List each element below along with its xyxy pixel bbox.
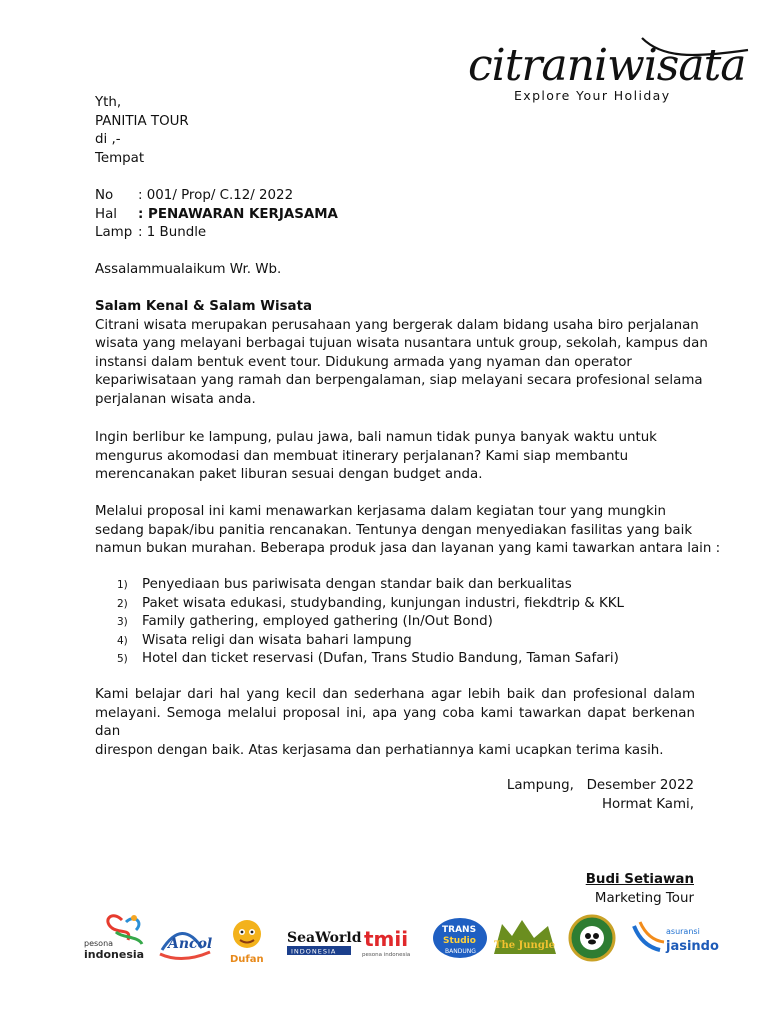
place-date: Lampung, Desember 2022 xyxy=(506,778,694,793)
recipient-line: PANITIA TOUR xyxy=(95,113,189,129)
list-text: Hotel dan ticket reservasi (Dufan, Trans Studio Bandung, Taman Safari) xyxy=(142,651,619,667)
recipient-line: Yth, xyxy=(95,95,122,110)
recipient-line: di ,- xyxy=(95,132,121,148)
svg-text:asuransi: asuransi xyxy=(666,927,700,936)
paragraph-line: instansi dalam bentuk event tour. Didukung armada yang nyaman dan operator xyxy=(95,354,632,370)
recipient-line: Tempat xyxy=(95,150,145,166)
list-text: Family gathering, employed gathering (In/Out Bond) xyxy=(142,614,493,630)
signer-block xyxy=(586,871,694,908)
list-item xyxy=(117,650,624,669)
signer-title: Marketing Tour xyxy=(594,890,694,906)
closing-block xyxy=(507,777,694,814)
svg-text:Studio: Studio xyxy=(443,936,476,946)
meta-value: : 001/ Prop/ C.12/ 2022 xyxy=(138,188,294,203)
ancol-logo xyxy=(160,933,212,958)
signer-name: Budi Setiawan xyxy=(585,872,694,887)
svg-text:Ancol: Ancol xyxy=(168,936,213,952)
the-jungle-logo xyxy=(494,920,556,954)
list-item xyxy=(117,595,624,614)
meta-value: : 1 Bundle xyxy=(138,225,207,241)
paragraph-2 xyxy=(95,429,695,485)
paragraph-3 xyxy=(95,503,721,559)
list-item xyxy=(117,613,624,632)
list-number: 2) xyxy=(117,597,128,610)
regards: Hormat Kami, xyxy=(601,796,694,812)
taman-safari-logo xyxy=(570,916,614,960)
meta-label: Hal xyxy=(95,206,117,222)
meta-row-no xyxy=(95,187,695,206)
paragraph-line: wisata yang melayani berbagai tujuan wisata nusantara untuk group, sekolah, kampus dan xyxy=(95,336,708,352)
svg-text:INDONESIA: INDONESIA xyxy=(291,947,337,956)
paragraph-line: kepariwisataan yang ramah dan berpengalaman, siap melayani secara profesional selama xyxy=(95,373,703,389)
letter-meta xyxy=(95,187,695,243)
meta-row-hal xyxy=(95,206,695,225)
paragraph-line: Melalui proposal ini kami menawarkan kerjasama dalam kegiatan tour yang mungkin xyxy=(95,504,666,519)
logo-wordmark: citraniwisata xyxy=(468,40,746,91)
trans-studio-logo xyxy=(433,918,487,958)
svg-text:Dufan: Dufan xyxy=(230,954,264,965)
pesona-indonesia-logo xyxy=(84,915,144,961)
svg-text:SeaWorld: SeaWorld xyxy=(287,930,362,946)
intro-heading: Salam Kenal & Salam Wisata xyxy=(95,299,313,314)
list-item xyxy=(117,632,624,651)
svg-text:jasindo: jasindo xyxy=(666,939,719,954)
list-number: 4) xyxy=(117,634,128,647)
svg-text:TRANS: TRANS xyxy=(442,925,477,935)
intro-paragraph xyxy=(95,298,708,410)
jasindo-logo xyxy=(634,922,719,954)
meta-label: Lamp xyxy=(95,225,133,241)
paragraph-4 xyxy=(95,686,695,760)
svg-text:The Jungle: The Jungle xyxy=(494,940,555,951)
meta-label: No xyxy=(95,188,114,203)
recipient-block xyxy=(95,94,695,168)
dufan-logo xyxy=(230,920,264,965)
paragraph-line: merencanakan paket liburan sesuai dengan budget anda. xyxy=(95,467,483,483)
list-text: Wisata religi dan wisata bahari lampung xyxy=(142,632,412,648)
paragraph-line: Citrani wisata merupakan perusahaan yang bergerak dalam bidang usaha biro perjalanan xyxy=(95,317,699,333)
svg-text:indonesia: indonesia xyxy=(84,948,145,961)
list-number: 3) xyxy=(117,616,128,629)
paragraph-line: Kami belajar dari hal yang kecil dan sederhana agar lebih baik dan profesional dalam xyxy=(95,687,695,702)
svg-text:pesona indonesia: pesona indonesia xyxy=(362,952,411,958)
paragraph-line: melayani. Semoga melalui proposal ini, apa yang coba kami tawarkan dapat berkenan dan xyxy=(95,705,695,740)
svg-text:BANDUNG: BANDUNG xyxy=(445,948,476,955)
list-number: 1) xyxy=(117,579,128,591)
paragraph-line: direspon dengan baik. Atas kerjasama dan perhatiannya kami ucapkan terima kasih. xyxy=(95,742,664,758)
list-number: 5) xyxy=(117,653,128,666)
paragraph-line: perjalanan wisata anda. xyxy=(95,391,256,407)
greeting: Assalammualaikum Wr. Wb. xyxy=(95,262,282,277)
paragraph-line: namun bukan murahan. Beberapa produk jasa dan layanan yang kami tawarkan antara lain : xyxy=(95,541,721,557)
paragraph-line: sedang bapak/ibu panitia rencanakan. Tentunya dengan menyediakan fasilitas yang baik xyxy=(95,522,693,538)
paragraph-line: mengurus akomodasi dan membuat itinerary perjalanan? Kami siap membantu xyxy=(95,448,629,464)
logo-tagline: Explore Your Holiday xyxy=(514,88,671,103)
paragraph-line: Ingin berlibur ke lampung, pulau jawa, bali namun tidak punya banyak waktu untuk xyxy=(95,430,657,445)
tmii-logo xyxy=(362,927,410,958)
list-text: Penyediaan bus pariwisata dengan standar baik dan berkualitas xyxy=(142,577,572,592)
list-item xyxy=(117,576,624,595)
meta-row-lamp xyxy=(95,224,695,243)
svg-text:pesona: pesona xyxy=(84,939,114,948)
services-list xyxy=(117,576,624,669)
list-text: Paket wisata edukasi, studybanding, kunjungan industri, fiekdtrip & KKL xyxy=(142,595,624,611)
svg-text:tmii: tmii xyxy=(364,927,409,951)
sponsor-logos xyxy=(82,910,722,970)
seaworld-logo xyxy=(287,930,362,956)
meta-value-subject: : PENAWARAN KERJASAMA xyxy=(138,206,338,222)
